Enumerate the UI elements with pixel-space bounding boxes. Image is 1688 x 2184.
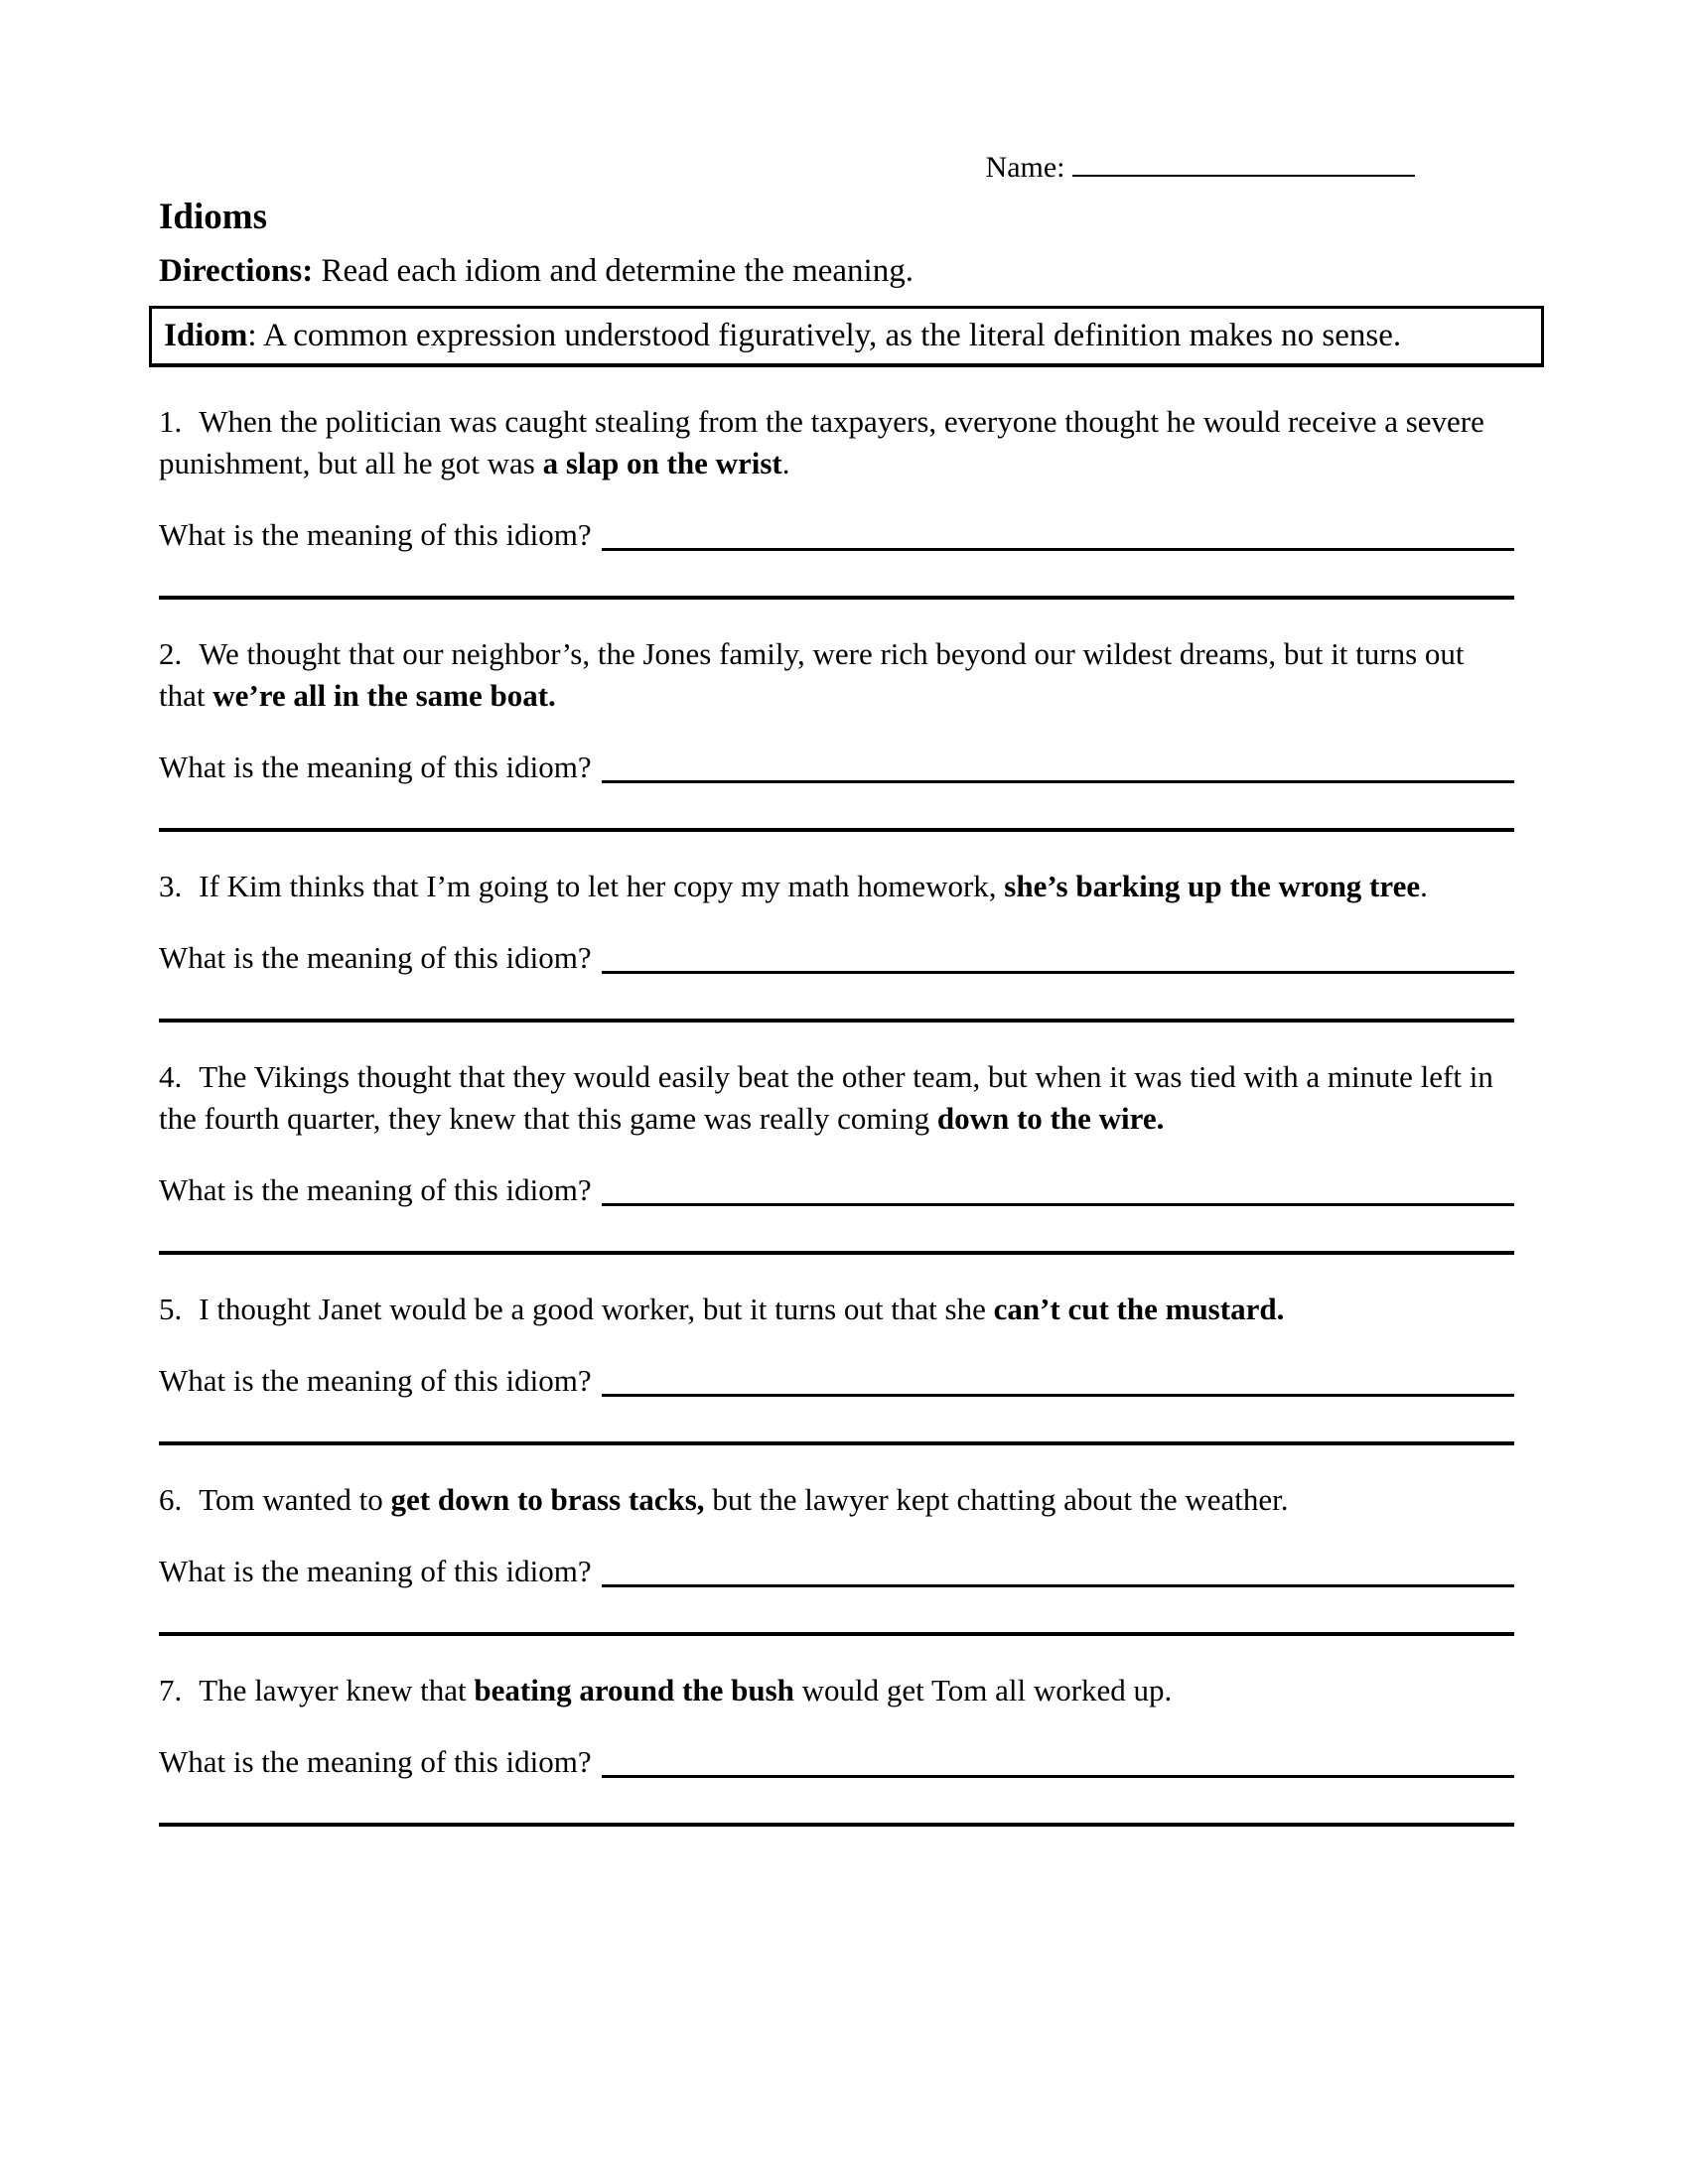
question-block — [159, 1670, 1514, 1827]
answer-blank-full-line — [159, 828, 1514, 832]
question-number: 2. — [159, 636, 183, 672]
question-block — [159, 633, 1514, 832]
answer-blank-line — [602, 1394, 1514, 1397]
answer-blank-line — [602, 1775, 1514, 1778]
answer-prompt-row — [159, 514, 1514, 556]
answer-blank-line — [602, 1584, 1514, 1587]
answer-prompt-label: What is the meaning of this idiom? — [159, 1172, 592, 1208]
directions-text: Read each idiom and determine the meaning. — [313, 252, 914, 289]
question-block — [159, 401, 1514, 600]
question-number: 3. — [159, 869, 183, 904]
question-block — [159, 1289, 1514, 1445]
question-sentence: If Kim thinks that I’m going to let her copy my math homework, she’s barking up the wrong tree. — [199, 869, 1428, 904]
answer-blank-line — [602, 1203, 1514, 1206]
answer-prompt-row — [159, 937, 1514, 979]
answer-prompt-label: What is the meaning of this idiom? — [159, 940, 592, 976]
answer-prompt-row — [159, 1551, 1514, 1592]
answer-prompt-label: What is the meaning of this idiom? — [159, 517, 592, 553]
answer-blank-full-line — [159, 1019, 1514, 1023]
question-number: 1. — [159, 404, 183, 440]
directions-label: Directions: — [159, 252, 314, 289]
question-text — [159, 401, 1514, 484]
question-text — [159, 866, 1514, 907]
answer-prompt-label: What is the meaning of this idiom? — [159, 1744, 592, 1780]
name-blank-line — [1072, 145, 1415, 177]
definition-box — [149, 306, 1544, 367]
question-block — [159, 1479, 1514, 1636]
answer-blank-line — [602, 548, 1514, 551]
answer-prompt-row — [159, 1741, 1514, 1783]
answer-blank-line — [602, 780, 1514, 783]
questions-list — [159, 401, 1514, 1827]
answer-blank-full-line — [159, 596, 1514, 600]
answer-blank-full-line — [159, 1251, 1514, 1255]
question-block — [159, 866, 1514, 1023]
question-number: 7. — [159, 1673, 183, 1708]
question-sentence: We thought that our neighbor’s, the Jones family, were rich beyond our wildest dreams, but it turns out that we’re all in the same boat. — [159, 636, 1465, 714]
answer-blank-full-line — [159, 1823, 1514, 1827]
question-block — [159, 1056, 1514, 1255]
answer-blank-line — [602, 971, 1514, 974]
answer-prompt-label: What is the meaning of this idiom? — [159, 750, 592, 785]
answer-prompt-row — [159, 747, 1514, 788]
question-number: 6. — [159, 1482, 183, 1518]
question-sentence: The Vikings thought that they would easily beat the other team, but when it was tied with a minute left in the fourth quarter, they knew that this game was really coming down to the wire. — [159, 1059, 1493, 1137]
answer-prompt-label: What is the meaning of this idiom? — [159, 1554, 592, 1589]
answer-blank-full-line — [159, 1441, 1514, 1445]
question-number: 5. — [159, 1292, 183, 1327]
answer-blank-full-line — [159, 1632, 1514, 1636]
directions — [159, 251, 1514, 292]
page-title: Idioms — [159, 197, 267, 237]
answer-prompt-label: What is the meaning of this idiom? — [159, 1363, 592, 1399]
question-text — [159, 1289, 1514, 1330]
question-sentence: When the politician was caught stealing from the taxpayers, everyone thought he would receive a severe punishment, but all he got was a slap on the wrist. — [159, 404, 1484, 481]
answer-prompt-row — [159, 1169, 1514, 1211]
question-text — [159, 633, 1514, 717]
answer-prompt-row — [159, 1360, 1514, 1402]
question-text — [159, 1479, 1514, 1521]
question-number: 4. — [159, 1059, 183, 1095]
name-label: Name: — [985, 151, 1065, 184]
question-text — [159, 1056, 1514, 1140]
name-row — [159, 145, 1514, 185]
question-sentence: I thought Janet would be a good worker, but it turns out that she can’t cut the mustard. — [199, 1292, 1285, 1327]
definition-text: : A common expression understood figuratively, as the literal definition makes no sense. — [247, 317, 1402, 353]
question-sentence: Tom wanted to get down to brass tacks, but the lawyer kept chatting about the weather. — [199, 1482, 1289, 1518]
question-text — [159, 1670, 1514, 1711]
definition-term: Idiom — [164, 317, 248, 353]
question-sentence: The lawyer knew that beating around the bush would get Tom all worked up. — [199, 1673, 1173, 1708]
